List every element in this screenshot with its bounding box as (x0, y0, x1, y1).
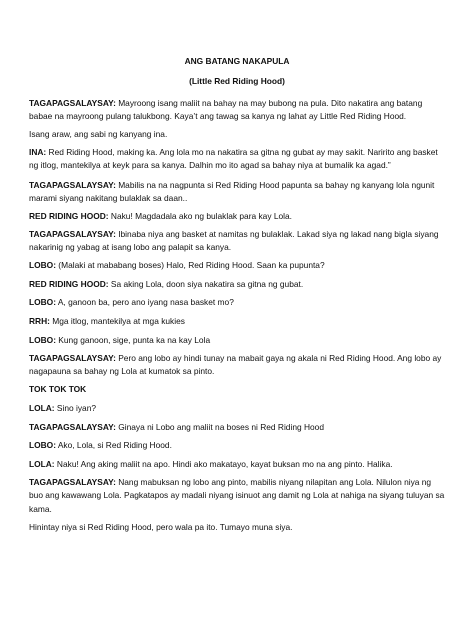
speaker-label: LOBO: (29, 260, 56, 270)
speaker-label: TAGAPAGSALAYSAY: (29, 422, 116, 432)
paragraph-text: A, ganoon ba, pero ano iyang nasa basket mo? (55, 297, 234, 307)
speaker-label: LOBO: (29, 335, 56, 345)
speaker-label: INA: (29, 147, 47, 157)
speaker-label: TAGAPAGSALAYSAY: (29, 180, 116, 190)
paragraph (29, 259, 447, 272)
speaker-label: TAGAPAGSALAYSAY: (29, 353, 116, 363)
paragraph-text: Naku! Ang aking maliit na apo. Hindi ako makatayo, kayat buksan mo na ang pinto. Halika. (54, 459, 393, 469)
paragraph (29, 458, 447, 471)
paragraph-text: Nang mabuksan ng lobo ang pinto, mabilis niyang nilapitan ang Lola. Nilulon niya ng buo ang kawawang Lola. Pagkatapos ay madali niyang isinuot ang damit ng Lola at nahiga na siyang tuluyan sa kama. (29, 477, 445, 514)
speaker-label: LOLA: (29, 403, 55, 413)
paragraph-text: (Malaki at mababang boses) Halo, Red Riding Hood. Saan ka pupunta? (55, 260, 325, 270)
paragraph-text: Naku! Magdadala ako ng bulaklak para kay Lola. (108, 211, 292, 221)
paragraph (29, 521, 447, 534)
paragraph-text: Red Riding Hood, making ka. Ang lola mo na nakatira sa gitna ng gubat ay may sakit. Naririto ang basket ng itlog, mantekilya at keyk para sa kanya. Dalhin mo ito agad sa bahay niya at bumalik ka agad.” (29, 147, 438, 171)
speaker-label: TAGAPAGSALAYSAY: (29, 229, 116, 239)
paragraph (29, 315, 447, 328)
paragraph (29, 334, 447, 347)
paragraph-text: Pero ang lobo ay hindi tunay na mabait gaya ng akala ni Red Riding Hood. Ang lobo ay nagapauna sa bahay ng Lola at kumatok sa pinto. (29, 353, 442, 377)
speaker-label: TOK TOK TOK (29, 384, 87, 394)
paragraph-text: Mga itlog, mantekilya at mga kukies (49, 316, 185, 326)
paragraph (29, 476, 447, 516)
document-subtitle: (Little Red Riding Hood) (189, 76, 285, 86)
paragraph (29, 228, 447, 255)
paragraph (29, 296, 447, 309)
paragraph (29, 402, 447, 415)
paragraph-text: Ibinaba niya ang basket at namitas ng bulaklak. Lakad siya ng lakad nang bigla siyang nakarinig ng yabag at isang lobo ang palapit sa kanya. (29, 229, 439, 253)
speaker-label: RED RIDING HOOD: (29, 211, 109, 221)
paragraph-text: Mayroong isang maliit na bahay na may bubong na pula. Dito nakatira ang batang babae na mayroong pulang talukbong. Kaya’t ang tawag sa kanya ng lahat ay Little Red Riding Hood. (29, 98, 423, 122)
paragraph-text: Hinintay niya si Red Riding Hood, pero wala pa ito. Tumayo muna siya. (29, 522, 293, 532)
paragraph-text: Sa aking Lola, doon siya nakatira sa gitna ng gubat. (108, 279, 304, 289)
paragraph-text: Ginaya ni Lobo ang maliit na boses ni Red Riding Hood (115, 422, 324, 432)
speaker-label: RRH: (29, 316, 50, 326)
paragraph (29, 179, 447, 206)
paragraph (29, 97, 447, 124)
paragraph (29, 128, 447, 141)
speaker-label: RED RIDING HOOD: (29, 279, 109, 289)
document-title: ANG BATANG NAKAPULA (184, 56, 290, 66)
paragraph-text: Isang araw, ang sabi ng kanyang ina. (29, 129, 168, 139)
paragraph (29, 383, 447, 396)
paragraph (29, 421, 447, 434)
paragraph-text: Kung ganoon, sige, punta ka na kay Lola (55, 335, 211, 345)
speaker-label: TAGAPAGSALAYSAY: (29, 477, 116, 487)
paragraph-text: Sino iyan? (54, 403, 97, 413)
speaker-label: LOLA: (29, 459, 55, 469)
paragraph (29, 278, 447, 291)
speaker-label: LOBO: (29, 440, 56, 450)
paragraph-text: Ako, Lola, si Red Riding Hood. (55, 440, 172, 450)
paragraph (29, 210, 447, 223)
paragraph (29, 352, 447, 379)
paragraph-text: Mabilis na na nagpunta si Red Riding Hood papunta sa bahay ng kanyang lola ngunit marami siyang nakitang bulaklak sa daan.. (29, 180, 435, 204)
speaker-label: LOBO: (29, 297, 56, 307)
paragraph (29, 146, 447, 173)
speaker-label: TAGAPAGSALAYSAY: (29, 98, 116, 108)
paragraph (29, 439, 447, 452)
